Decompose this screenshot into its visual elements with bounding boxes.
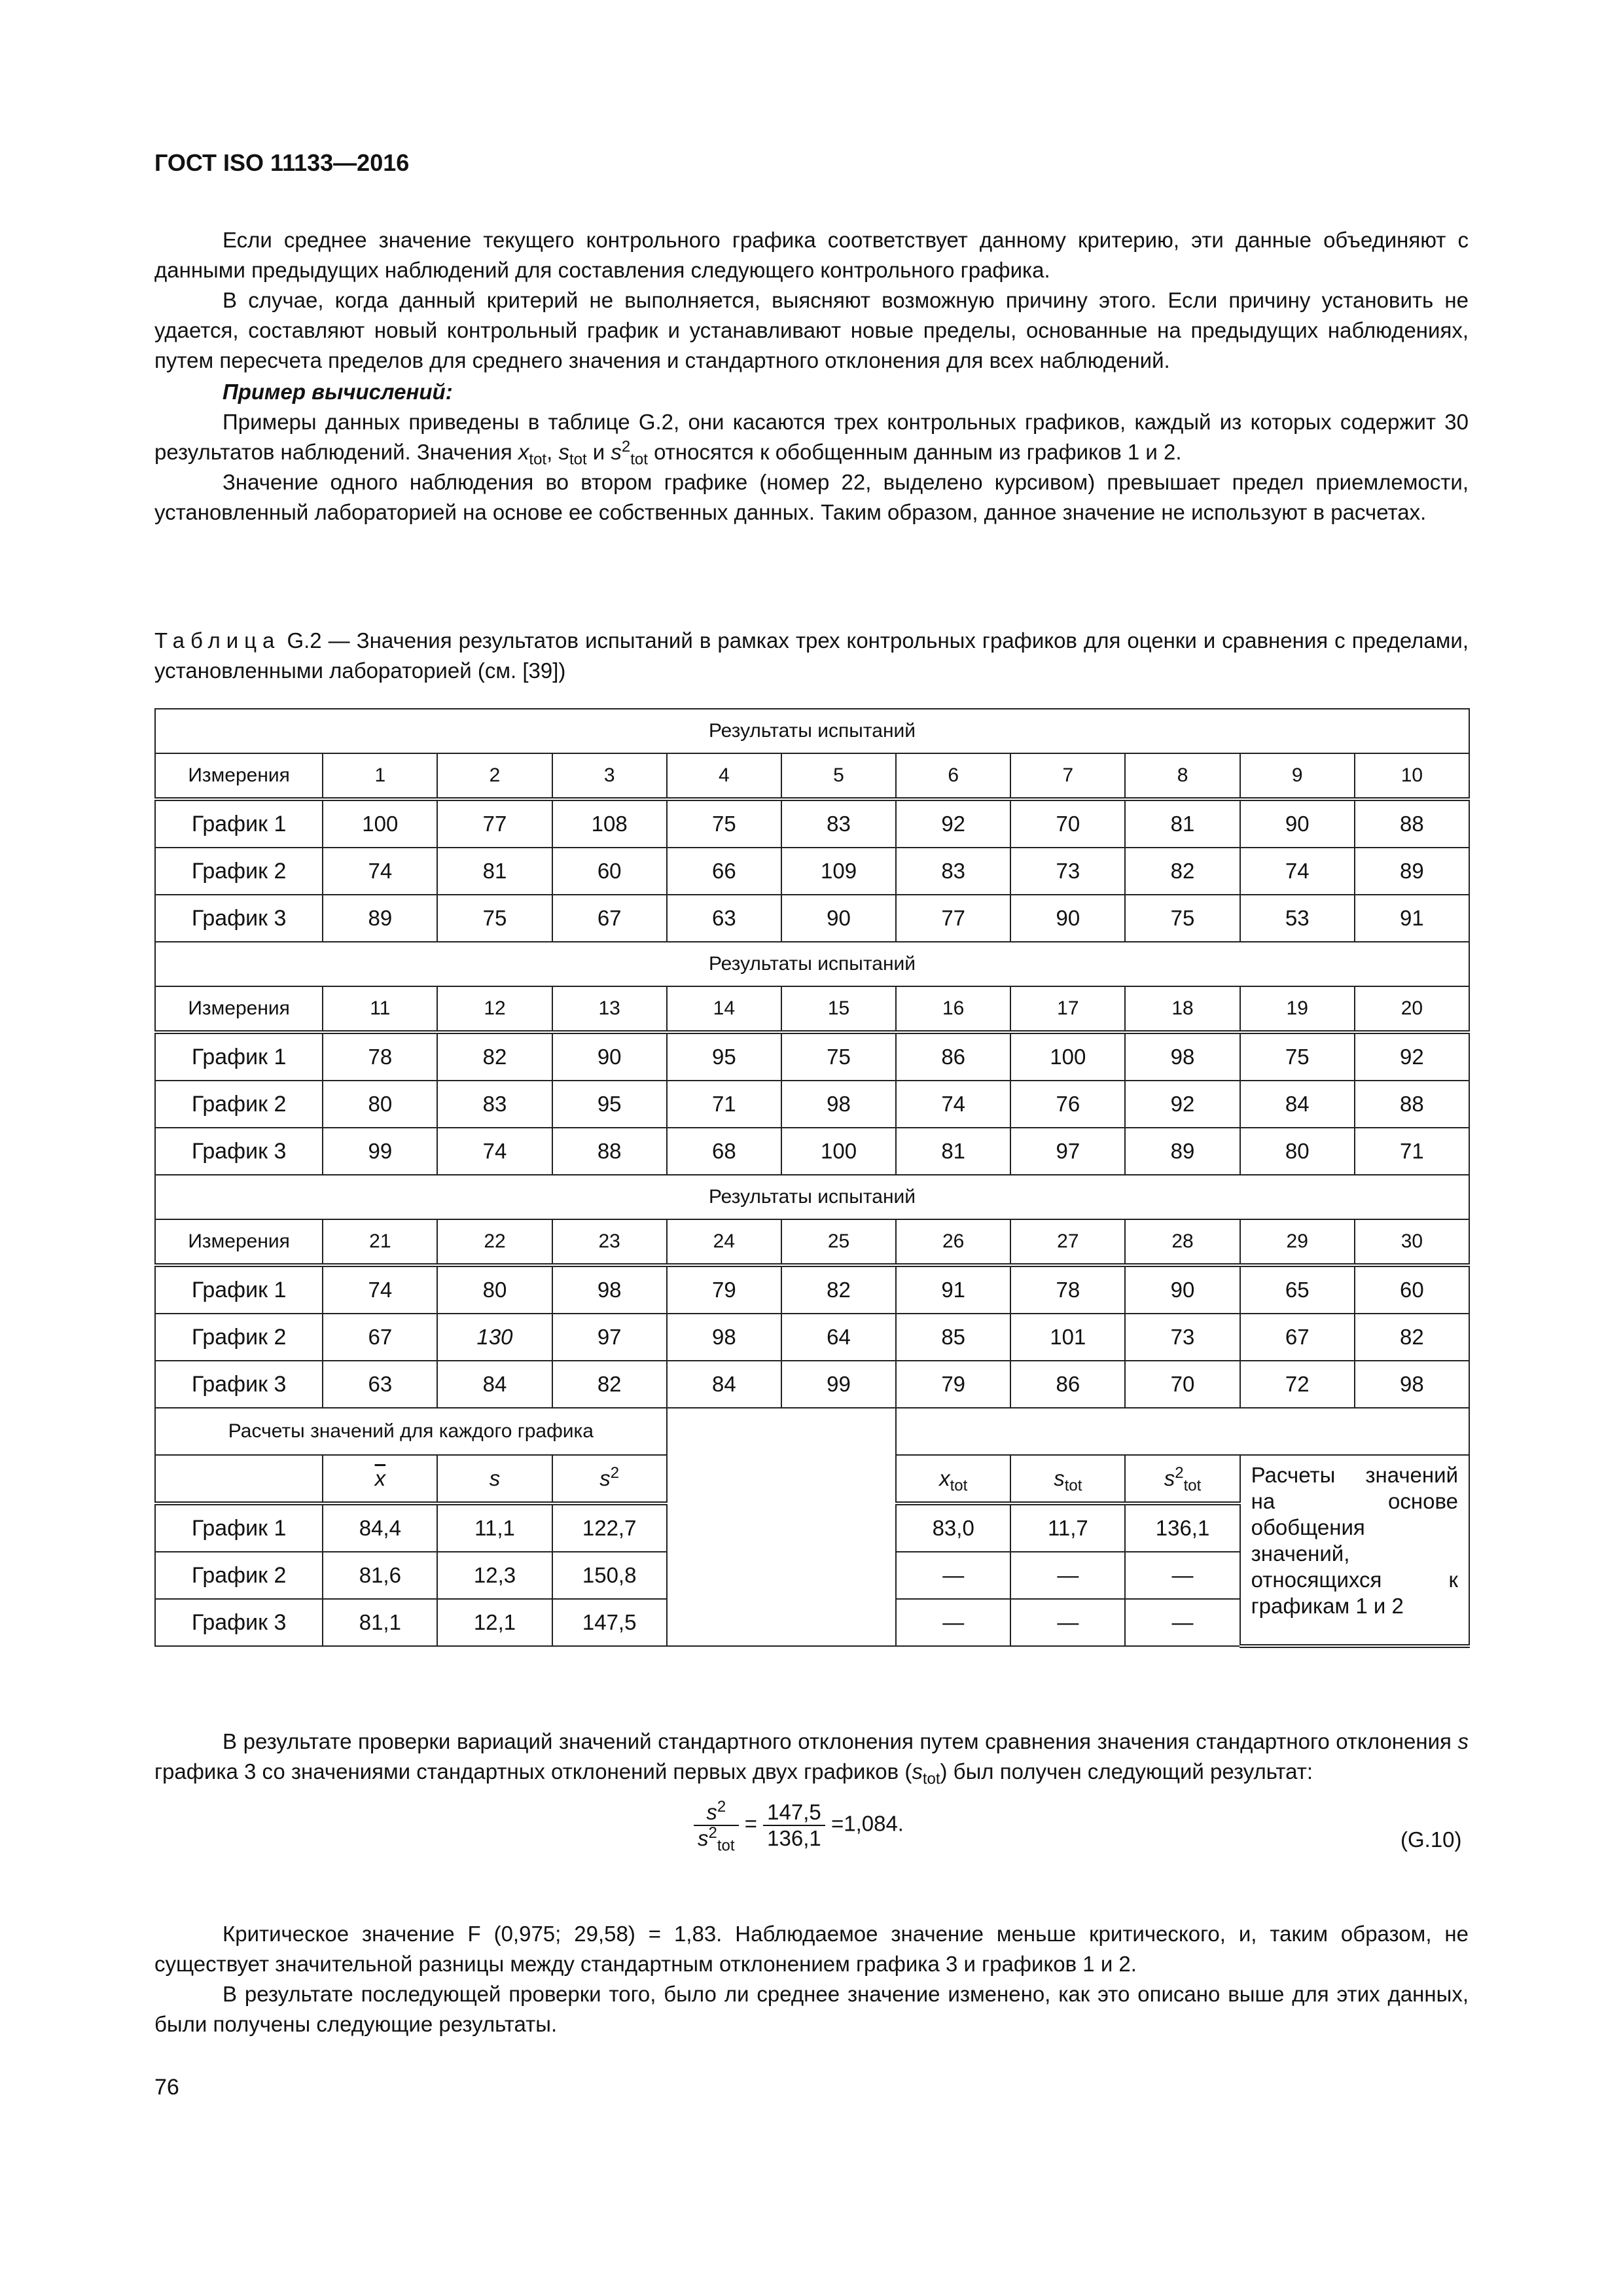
table-cell: 108 (552, 799, 667, 848)
measurements-row (155, 753, 1469, 799)
results-header-row (155, 1175, 1469, 1219)
formula-g10: $\frac{s^2}{s^2_{tot}}$ = $\frac{147,5}{136,1}$ =1,084. (694, 1800, 904, 1851)
table-cell: 130 (437, 1314, 552, 1361)
table-cell: 98 (1125, 1032, 1240, 1081)
table-cell: 92 (896, 799, 1010, 848)
table-cell: 84 (437, 1361, 552, 1408)
table-cell: 71 (1355, 1128, 1469, 1175)
measurement-number: 7 (1010, 753, 1125, 799)
table-cell: 74 (323, 1265, 437, 1314)
table-cell: 88 (1355, 1081, 1469, 1128)
table-row (155, 1032, 1469, 1081)
table-cell: 75 (1240, 1032, 1355, 1081)
measurement-number: 27 (1010, 1219, 1125, 1265)
table-cell: 100 (323, 799, 437, 848)
measurements-label: Измерения (155, 986, 323, 1032)
table-cell: 109 (781, 848, 896, 895)
measurement-number: 21 (323, 1219, 437, 1265)
table-cell: 84 (667, 1361, 781, 1408)
results-header-row (155, 709, 1469, 753)
table-cell: 98 (1355, 1361, 1469, 1408)
measurement-number: 19 (1240, 986, 1355, 1032)
table-cell: 67 (552, 895, 667, 942)
table-cell: 75 (781, 1032, 896, 1081)
table-row (155, 1081, 1469, 1128)
conclusion-text (154, 1919, 1469, 2039)
row-label: График 2 (155, 1081, 323, 1128)
after-table-text (154, 1727, 1469, 1787)
measurement-number: 15 (781, 986, 896, 1032)
measurement-number: 10 (1355, 753, 1469, 799)
table-cell: 68 (667, 1128, 781, 1175)
xtot-symbol: $x_{tot}$ (896, 1455, 1010, 1503)
row-label: График 1 (155, 1503, 323, 1552)
calc-cell: — (1125, 1552, 1240, 1599)
table-cell: 78 (1010, 1265, 1125, 1314)
measurement-number: 12 (437, 986, 552, 1032)
table-cell: 81 (1125, 799, 1240, 848)
table-cell: 80 (323, 1081, 437, 1128)
calc-cell: 150,8 (552, 1552, 667, 1599)
calc-cell: 12,3 (437, 1552, 552, 1599)
table-cell: 74 (1240, 848, 1355, 895)
calc-cell: — (1125, 1599, 1240, 1646)
measurement-number: 3 (552, 753, 667, 799)
calc-cell: 81,6 (323, 1552, 437, 1599)
table-cell: 66 (667, 848, 781, 895)
table-cell: 99 (781, 1361, 896, 1408)
s2-symbol: $s^2$ (552, 1455, 667, 1503)
measurement-number: 2 (437, 753, 552, 799)
table-cell: 70 (1125, 1361, 1240, 1408)
table-cell: 92 (1355, 1032, 1469, 1081)
table-cell: 80 (1240, 1128, 1355, 1175)
calc-cell: 11,7 (1010, 1503, 1125, 1552)
page-header: ГОСТ ISO 11133—2016 (154, 149, 410, 176)
paragraph: В случае, когда данный критерий не выполняется, выясняют возможную причину этого. Если причину установить не удается, составляют новый контрольный график и устанавливают новые пределы, основанные на предыдущих наблюдениях, путем пересчета пределов для среднего значения и стандартного отклонения для всех наблюдений. (154, 288, 1469, 372)
calc-header: Расчеты значений для каждого графика (155, 1408, 667, 1455)
table-cell: 82 (1355, 1314, 1469, 1361)
measurement-number: 30 (1355, 1219, 1469, 1265)
equation-number: (G.10) (1400, 1827, 1462, 1852)
results-header: Результаты испытаний (155, 942, 1469, 986)
measurement-number: 1 (323, 753, 437, 799)
table-cell: 82 (552, 1361, 667, 1408)
calc-cell: — (896, 1599, 1010, 1646)
table-cell: 101 (1010, 1314, 1125, 1361)
table-row (155, 1361, 1469, 1408)
table-row (155, 799, 1469, 848)
paragraph: Критическое значение F (0,975; 29,58) = 1,83. Наблюдаемое значение меньше критического, и, таким образом, не существует значительной разницы между стандартным отклонением графика 3 и графиков 1 и 2. (154, 1922, 1469, 1976)
table-cell: 98 (781, 1081, 896, 1128)
table-cell: 73 (1010, 848, 1125, 895)
table-cell: 100 (1010, 1032, 1125, 1081)
paragraph: В результате проверки вариаций значений стандартного отклонения путем сравнения значения стандартного отклонения s графика 3 со значениями стандартных отклонений первых двух графиков $(s_{tot})$ был получен следующий результат: (154, 1729, 1469, 1788)
table-cell: 74 (437, 1128, 552, 1175)
table-row (155, 1128, 1469, 1175)
calc-cell: 83,0 (896, 1503, 1010, 1552)
table-cell: 90 (781, 895, 896, 942)
table-cell: 100 (781, 1128, 896, 1175)
table-cell: 89 (323, 895, 437, 942)
table-cell: 98 (552, 1265, 667, 1314)
table-cell: 64 (781, 1314, 896, 1361)
row-label: График 1 (155, 1265, 323, 1314)
table-cell: 67 (1240, 1314, 1355, 1361)
stot-symbol: $s_{tot}$ (1010, 1455, 1125, 1503)
measurement-number: 5 (781, 753, 896, 799)
table-cell: 53 (1240, 895, 1355, 942)
measurement-number: 26 (896, 1219, 1010, 1265)
results-header: Результаты испытаний (155, 1175, 1469, 1219)
table-cell: 89 (1125, 1128, 1240, 1175)
measurement-number: 23 (552, 1219, 667, 1265)
table-cell: 82 (437, 1032, 552, 1081)
table-caption: Таблица G.2 — Значения результатов испытаний в рамках трех контрольных графиков для оценки и сравнения с пределами, установленными лабораторией (см. [39]) (154, 628, 1469, 683)
measurement-number: 28 (1125, 1219, 1240, 1265)
table-cell: 90 (1010, 895, 1125, 942)
table-cell: 71 (667, 1081, 781, 1128)
calc-cell: — (896, 1552, 1010, 1599)
measurement-number: 18 (1125, 986, 1240, 1032)
row-label: График 1 (155, 799, 323, 848)
table-row (155, 1265, 1469, 1314)
table-cell: 76 (1010, 1081, 1125, 1128)
table-cell: 91 (896, 1265, 1010, 1314)
calc-cell: 84,4 (323, 1503, 437, 1552)
table-cell: 99 (323, 1128, 437, 1175)
measurement-number: 16 (896, 986, 1010, 1032)
measurements-label: Измерения (155, 753, 323, 799)
paragraph: В результате последующей проверки того, было ли среднее значение изменено, как это описано выше для этих данных, были получены следующие результаты. (154, 1982, 1469, 2036)
table-cell: 86 (1010, 1361, 1125, 1408)
table-cell: 90 (552, 1032, 667, 1081)
table-cell: 75 (667, 799, 781, 848)
measurement-number: 17 (1010, 986, 1125, 1032)
table-cell: 80 (437, 1265, 552, 1314)
calc-cell: 122,7 (552, 1503, 667, 1552)
table-row (155, 848, 1469, 895)
table-cell: 79 (896, 1361, 1010, 1408)
table-cell: 60 (1355, 1265, 1469, 1314)
calc-cell: 136,1 (1125, 1503, 1240, 1552)
table-cell: 73 (1125, 1314, 1240, 1361)
table-cell: 97 (1010, 1128, 1125, 1175)
combined-note: Расчеты значений на основе обобщения значений, относящихся к графикам 1 и 2 (1240, 1455, 1469, 1646)
measurement-number: 29 (1240, 1219, 1355, 1265)
table-cell: 75 (1125, 895, 1240, 942)
measurement-number: 13 (552, 986, 667, 1032)
table-cell: 97 (552, 1314, 667, 1361)
row-label: График 2 (155, 848, 323, 895)
table-cell: 91 (1355, 895, 1469, 942)
row-label: График 2 (155, 1552, 323, 1599)
table-cell: 72 (1240, 1361, 1355, 1408)
table-cell: 74 (896, 1081, 1010, 1128)
results-header-row (155, 942, 1469, 986)
measurement-number: 4 (667, 753, 781, 799)
empty-cell (667, 1408, 896, 1646)
empty-cell (155, 1455, 323, 1503)
table-cell: 90 (1125, 1265, 1240, 1314)
example-label: Пример вычислений: (223, 380, 453, 404)
measurement-number: 25 (781, 1219, 896, 1265)
table-cell: 84 (1240, 1081, 1355, 1128)
table-cell: 70 (1010, 799, 1125, 848)
measurements-row (155, 986, 1469, 1032)
row-label: График 3 (155, 1599, 323, 1646)
measurement-number: 8 (1125, 753, 1240, 799)
table-cell: 95 (552, 1081, 667, 1128)
table-row (155, 1314, 1469, 1361)
calc-cell: — (1010, 1599, 1125, 1646)
table-cell: 83 (781, 799, 896, 848)
calc-cell: 147,5 (552, 1599, 667, 1646)
table-cell: 74 (323, 848, 437, 895)
row-label: График 3 (155, 895, 323, 942)
measurement-number: 6 (896, 753, 1010, 799)
empty-cell (896, 1408, 1469, 1455)
table-cell: 98 (667, 1314, 781, 1361)
row-label: График 3 (155, 1361, 323, 1408)
table-cell: 63 (667, 895, 781, 942)
calc-cell: 11,1 (437, 1503, 552, 1552)
s-symbol: s (437, 1455, 552, 1503)
measurements-row (155, 1219, 1469, 1265)
calc-header-row (155, 1408, 1469, 1455)
table-cell: 77 (437, 799, 552, 848)
table-cell: 81 (896, 1128, 1010, 1175)
table-cell: 88 (1355, 799, 1469, 848)
table-cell: 78 (323, 1032, 437, 1081)
row-label: График 2 (155, 1314, 323, 1361)
table-cell: 65 (1240, 1265, 1355, 1314)
table-cell: 75 (437, 895, 552, 942)
measurement-number: 24 (667, 1219, 781, 1265)
s2tot-symbol: $s^2_{tot}$ (1125, 1455, 1240, 1503)
calc-cell: — (1010, 1552, 1125, 1599)
calc-cell: 12,1 (437, 1599, 552, 1646)
paragraph: Примеры данных приведены в таблице G.2, они касаются трех контрольных графиков, каждый из которых содержит 30 результатов наблюдений. Значения $x_{tot}$, $s_{tot}$ и $s^2_{tot}$ относятся к обобщенным данным из графиков 1 и 2. (154, 410, 1469, 469)
table-cell: 85 (896, 1314, 1010, 1361)
intro-text (154, 225, 1469, 528)
table-cell: 90 (1240, 799, 1355, 848)
table-cell: 81 (437, 848, 552, 895)
table-cell: 79 (667, 1265, 781, 1314)
table-cell: 67 (323, 1314, 437, 1361)
table-cell: 92 (1125, 1081, 1240, 1128)
table-cell: 63 (323, 1361, 437, 1408)
table-cell: 86 (896, 1032, 1010, 1081)
mean-symbol: $\overline{x}$ (323, 1455, 437, 1503)
row-label: График 1 (155, 1032, 323, 1081)
measurement-number: 14 (667, 986, 781, 1032)
measurement-number: 11 (323, 986, 437, 1032)
row-label: График 3 (155, 1128, 323, 1175)
results-table (154, 708, 1470, 1648)
page-number: 76 (154, 2075, 179, 2100)
table-cell: 89 (1355, 848, 1469, 895)
paragraph: Значение одного наблюдения во втором графике (номер 22, выделено курсивом) превышает предел приемлемости, установленный лабораторией на основе ее собственных данных. Таким образом, данное значение не используют в расчетах. (154, 470, 1469, 524)
table-cell: 82 (781, 1265, 896, 1314)
table-cell: 83 (437, 1081, 552, 1128)
results-header: Результаты испытаний (155, 709, 1469, 753)
table-cell: 82 (1125, 848, 1240, 895)
measurement-number: 20 (1355, 986, 1469, 1032)
calc-cell: 81,1 (323, 1599, 437, 1646)
table-row (155, 895, 1469, 942)
measurement-number: 22 (437, 1219, 552, 1265)
paragraph: Если среднее значение текущего контрольного графика соответствует данному критерию, эти данные объединяют с данными предыдущих наблюдений для составления следующего контрольного графика. (154, 228, 1469, 282)
table-cell: 60 (552, 848, 667, 895)
table-cell: 77 (896, 895, 1010, 942)
measurements-label: Измерения (155, 1219, 323, 1265)
table-cell: 83 (896, 848, 1010, 895)
table-cell: 95 (667, 1032, 781, 1081)
table-cell: 88 (552, 1128, 667, 1175)
measurement-number: 9 (1240, 753, 1355, 799)
